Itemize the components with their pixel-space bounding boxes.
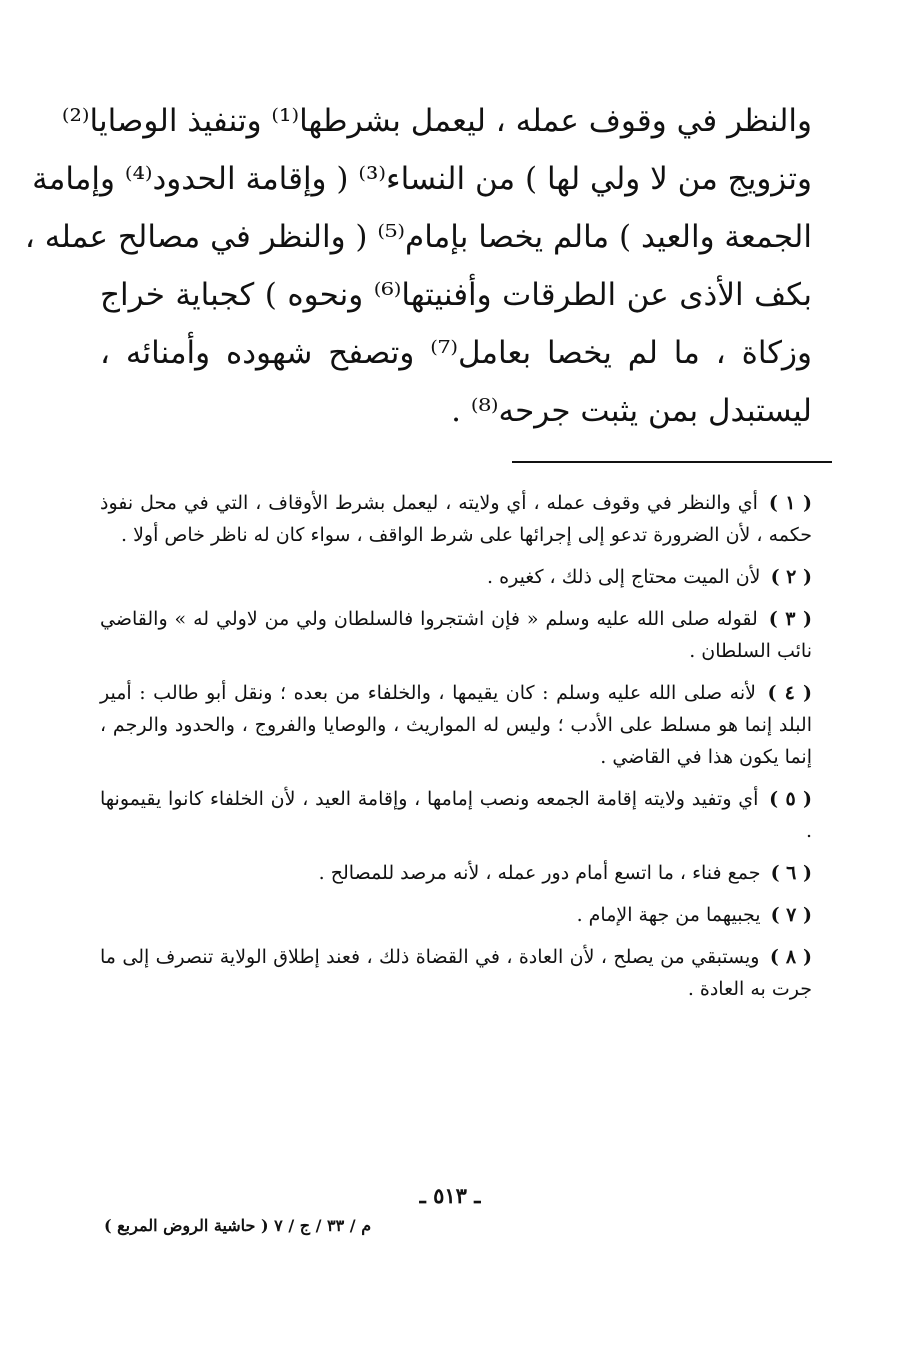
signature-mark: م / ٣٣ / ج / ٧ ( حاشية الروض المربع ): [104, 1216, 372, 1235]
footnote-6: [100, 857, 812, 889]
main-text-line: الجمعة والعيد ) مالم يخصا بإمام⁽⁵⁾ ( والنظر في مصالح عمله ،: [24, 219, 812, 255]
main-text-line: والنظر في وقوف عمله ، ليعمل بشرطها⁽¹⁾ وتنفيذ الوصايا⁽²⁾: [61, 103, 812, 139]
main-text-line: وزكاة ، ما لم يخصا بعامل⁽⁷⁾ وتصفح شهوده وأمنائه ،: [100, 335, 812, 371]
footnote-text: يجبيهما من جهة الإمام .: [576, 904, 761, 926]
footnote-number: ( ٢ ): [770, 566, 812, 588]
footnote-text: لأنه صلى الله عليه وسلم : كان يقيمها ، والخلفاء من بعده ؛ ونقل أبو طالب : أمير البلد إنما هو مسلط على الأدب ؛ وليس له المواريث ، والوصايا والفروج ، والحدود والرجم ، إنما يكون هذا في القاضي .: [100, 682, 812, 768]
main-text-line: ليستبدل بمن يثبت جرحه⁽⁸⁾ .: [451, 393, 812, 429]
page-number: ـ ٥١٣ ـ: [419, 1183, 481, 1208]
footnote-text: أي والنظر في وقوف عمله ، أي ولايته ، ليعمل بشرط الأوقاف ، التي في محل نفوذ حكمه ، لأن الضرورة تدعو إلى إجرائها على شرط الواقف ، سواء كان له ناظر خاص أولا .: [100, 492, 812, 546]
footnote-text: أي وتفيد ولايته إقامة الجمعه ونصب إمامها ، وإقامة العيد ، لأن الخلفاء كانوا يقيمونها .: [100, 788, 812, 842]
footnote-text: لأن الميت محتاج إلى ذلك ، كغيره .: [487, 566, 761, 588]
footnote-number: ( ٤ ): [767, 682, 813, 704]
footnote-text: لقوله صلى الله عليه وسلم « فإن اشتجروا فالسلطان ولي من لاولي له » والقاضي نائب السلطان .: [100, 608, 812, 662]
footnote-number: ( ٦ ): [770, 862, 812, 884]
footnote-separator: [512, 461, 832, 463]
footnote-8: [100, 941, 812, 1005]
footnotes: [100, 487, 812, 1015]
footnote-text: ويستبقي من يصلح ، لأن العادة ، في القضاة ذلك ، فعند إطلاق الولاية تنصرف إلى ما جرت به العادة .: [100, 946, 812, 1000]
footnote-number: ( ١ ): [768, 492, 812, 514]
main-text: [24, 92, 812, 440]
footnote-number: ( ٥ ): [769, 788, 812, 810]
main-text-line: وتزويج من لا ولي لها ) من النساء⁽³⁾ ( وإقامة الحدود⁽⁴⁾ وإمامة: [32, 161, 812, 197]
footnote-1: [100, 487, 812, 551]
footnote-number: ( ٧ ): [770, 904, 812, 926]
footnote-3: [100, 603, 812, 667]
footnote-7: [100, 899, 812, 931]
footnote-2: [100, 561, 812, 593]
footnote-5: [100, 783, 812, 847]
footnote-number: ( ٨ ): [769, 946, 813, 968]
main-text-line: بكف الأذى عن الطرقات وأفنيتها⁽⁶⁾ ونحوه ) كجباية خراج: [100, 277, 812, 313]
footnote-4: [100, 677, 812, 773]
footnote-number: ( ٣ ): [768, 608, 813, 630]
footnote-text: جمع فناء ، ما اتسع أمام دور عمله ، لأنه مرصد للمصالح .: [318, 862, 761, 884]
